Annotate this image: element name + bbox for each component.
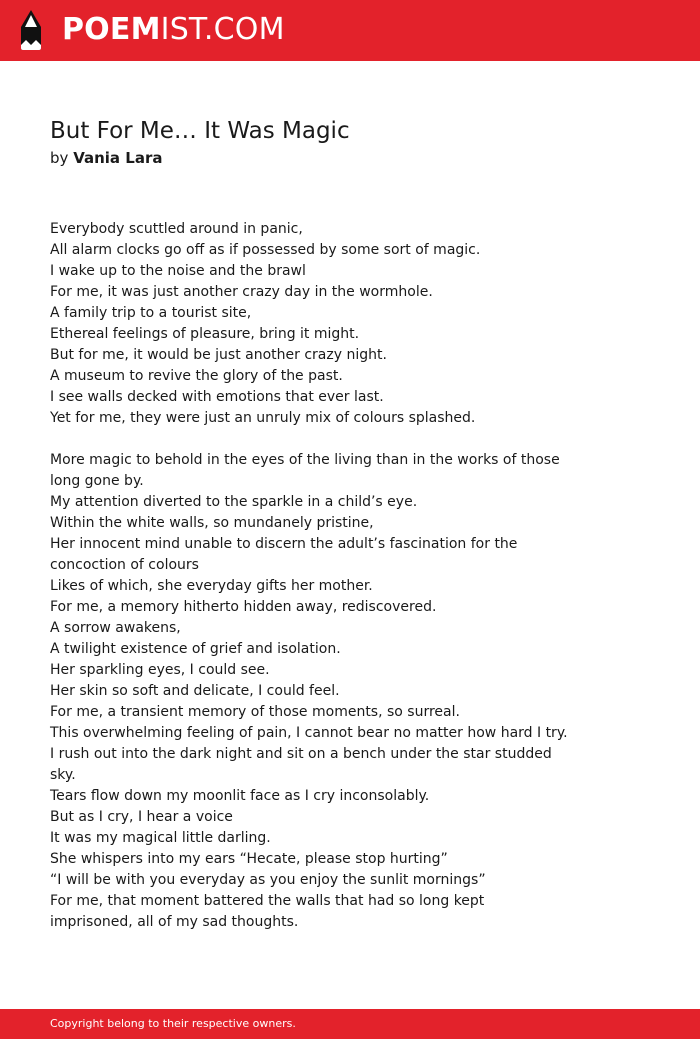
poem-line: A sorrow awakens, xyxy=(50,620,181,636)
brand-rest: IST.COM xyxy=(160,12,285,47)
site-logo-text[interactable] xyxy=(62,12,285,48)
poem-line: Within the white walls, so mundanely pristine, xyxy=(50,515,374,531)
poem-body xyxy=(50,219,570,954)
poem-line: For me, it was just another crazy day in the wormhole. xyxy=(50,284,433,300)
poem-line: More magic to behold in the eyes of the living than in the works of those long gone by. xyxy=(50,452,560,489)
poem-line: I wake up to the noise and the brawl xyxy=(50,263,306,279)
poem-line: For me, a memory hitherto hidden away, rediscovered. xyxy=(50,599,437,615)
poem-line: I see walls decked with emotions that ever last. xyxy=(50,389,384,405)
poem-line: Her sparkling eyes, I could see. xyxy=(50,662,270,678)
poem-line: Yet for me, they were just an unruly mix of colours splashed. xyxy=(50,410,476,426)
poem-line: For me, that moment battered the walls that had so long kept imprisoned, all of my sad thoughts. xyxy=(50,893,485,930)
poem-line: It was my magical little darling. xyxy=(50,830,271,846)
poem-title: But For Me… It Was Magic xyxy=(50,118,350,144)
poem-line: Everybody scuttled around in panic, xyxy=(50,221,303,237)
poem-byline xyxy=(50,148,162,168)
copyright-notice: Copyright belong to their respective owners. xyxy=(50,1017,296,1030)
poem-line: Her skin so soft and delicate, I could feel. xyxy=(50,683,340,699)
by-label: by xyxy=(50,149,69,167)
poem-line: Her innocent mind unable to discern the adult’s fascination for the concoction of colours xyxy=(50,536,518,573)
poem-line: She whispers into my ears “Hecate, please stop hurting” xyxy=(50,851,448,867)
poem-line: Likes of which, she everyday gifts her mother. xyxy=(50,578,373,594)
pen-nib-icon[interactable] xyxy=(19,9,43,51)
brand-bold: POEM xyxy=(62,12,161,47)
stanza xyxy=(50,219,570,429)
poem-line: Tears flow down my moonlit face as I cry inconsolably. xyxy=(50,788,430,804)
poem-line: All alarm clocks go off as if possessed by some sort of magic. xyxy=(50,242,481,258)
poem-line: I rush out into the dark night and sit on a bench under the star studded sky. xyxy=(50,746,552,783)
poem-line: A museum to revive the glory of the past. xyxy=(50,368,343,384)
poem-line: For me, a transient memory of those moments, so surreal. xyxy=(50,704,460,720)
site-footer xyxy=(0,1009,700,1039)
poem-line: A family trip to a tourist site, xyxy=(50,305,252,321)
stanza xyxy=(50,450,570,933)
poem-line: “I will be with you everyday as you enjoy the sunlit mornings” xyxy=(50,872,486,888)
poem-line: This overwhelming feeling of pain, I cannot bear no matter how hard I try. xyxy=(50,725,568,741)
poem-line: A twilight existence of grief and isolation. xyxy=(50,641,341,657)
poem-author: Vania Lara xyxy=(73,149,163,167)
poem-line: Ethereal feelings of pleasure, bring it might. xyxy=(50,326,360,342)
poem-line: My attention diverted to the sparkle in a child’s eye. xyxy=(50,494,418,510)
poem-line: But for me, it would be just another crazy night. xyxy=(50,347,387,363)
site-header xyxy=(0,0,700,61)
poem-line: But as I cry, I hear a voice xyxy=(50,809,233,825)
